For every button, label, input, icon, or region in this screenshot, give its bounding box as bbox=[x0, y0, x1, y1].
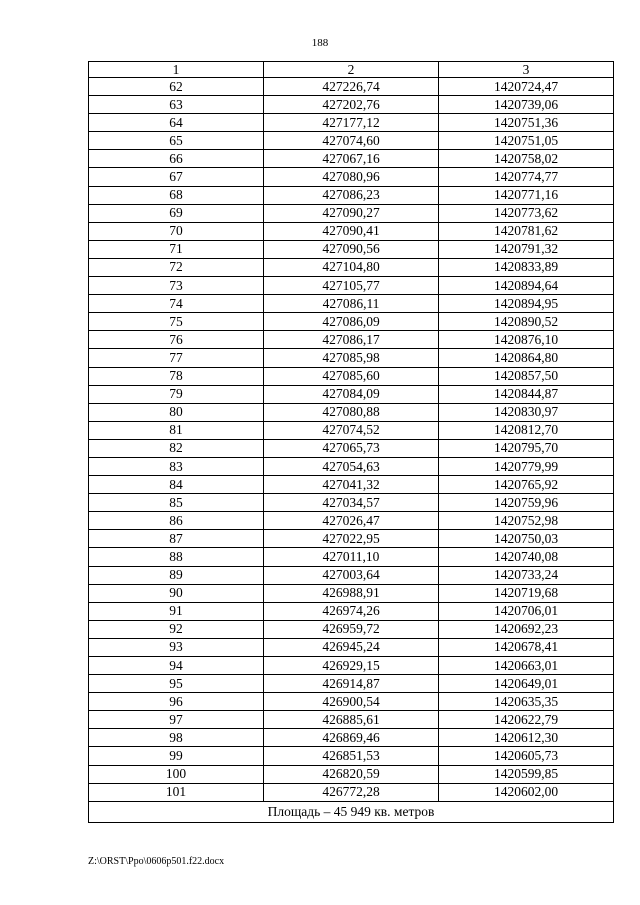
x-coordinate-cell: 427022,95 bbox=[264, 530, 439, 548]
x-coordinate-cell: 427041,32 bbox=[264, 476, 439, 494]
table-row bbox=[89, 476, 614, 494]
table-row bbox=[89, 729, 614, 747]
point-number-cell: 90 bbox=[89, 584, 264, 602]
y-coordinate-cell: 1420752,98 bbox=[439, 512, 614, 530]
point-number-cell: 84 bbox=[89, 476, 264, 494]
x-coordinate-cell: 427105,77 bbox=[264, 277, 439, 295]
table-row bbox=[89, 747, 614, 765]
y-coordinate-cell: 1420599,85 bbox=[439, 765, 614, 783]
point-number-cell: 83 bbox=[89, 457, 264, 475]
x-coordinate-cell: 427080,96 bbox=[264, 168, 439, 186]
point-number-cell: 94 bbox=[89, 657, 264, 675]
point-number-cell: 68 bbox=[89, 186, 264, 204]
x-coordinate-cell: 427177,12 bbox=[264, 114, 439, 132]
y-coordinate-cell: 1420857,50 bbox=[439, 367, 614, 385]
point-number-cell: 82 bbox=[89, 439, 264, 457]
x-coordinate-cell: 427084,09 bbox=[264, 385, 439, 403]
x-coordinate-cell: 427086,17 bbox=[264, 331, 439, 349]
column-header-1: 1 bbox=[89, 62, 264, 78]
table-row bbox=[89, 765, 614, 783]
table-row bbox=[89, 240, 614, 258]
table-row bbox=[89, 602, 614, 620]
y-coordinate-cell: 1420765,92 bbox=[439, 476, 614, 494]
table-row bbox=[89, 204, 614, 222]
table-row bbox=[89, 367, 614, 385]
coordinates-table bbox=[88, 61, 614, 823]
x-coordinate-cell: 427086,09 bbox=[264, 313, 439, 331]
x-coordinate-cell: 426929,15 bbox=[264, 657, 439, 675]
y-coordinate-cell: 1420791,32 bbox=[439, 240, 614, 258]
y-coordinate-cell: 1420844,87 bbox=[439, 385, 614, 403]
y-coordinate-cell: 1420635,35 bbox=[439, 693, 614, 711]
y-coordinate-cell: 1420779,99 bbox=[439, 457, 614, 475]
x-coordinate-cell: 427054,63 bbox=[264, 457, 439, 475]
table-row bbox=[89, 494, 614, 512]
table-row bbox=[89, 78, 614, 96]
y-coordinate-cell: 1420724,47 bbox=[439, 78, 614, 96]
table-row bbox=[89, 385, 614, 403]
table-row bbox=[89, 530, 614, 548]
y-coordinate-cell: 1420706,01 bbox=[439, 602, 614, 620]
point-number-cell: 85 bbox=[89, 494, 264, 512]
y-coordinate-cell: 1420864,80 bbox=[439, 349, 614, 367]
point-number-cell: 74 bbox=[89, 295, 264, 313]
x-coordinate-cell: 426900,54 bbox=[264, 693, 439, 711]
y-coordinate-cell: 1420795,70 bbox=[439, 439, 614, 457]
table-row bbox=[89, 457, 614, 475]
x-coordinate-cell: 427034,57 bbox=[264, 494, 439, 512]
x-coordinate-cell: 426772,28 bbox=[264, 783, 439, 801]
page-number: 188 bbox=[311, 37, 329, 49]
point-number-cell: 80 bbox=[89, 403, 264, 421]
y-coordinate-cell: 1420692,23 bbox=[439, 620, 614, 638]
y-coordinate-cell: 1420833,89 bbox=[439, 258, 614, 276]
point-number-cell: 76 bbox=[89, 331, 264, 349]
y-coordinate-cell: 1420830,97 bbox=[439, 403, 614, 421]
footer-file-path: Z:\ORST\Ppo\0606p501.f22.docx bbox=[88, 856, 225, 867]
x-coordinate-cell: 426988,91 bbox=[264, 584, 439, 602]
y-coordinate-cell: 1420750,03 bbox=[439, 530, 614, 548]
area-row bbox=[89, 801, 614, 822]
x-coordinate-cell: 427003,64 bbox=[264, 566, 439, 584]
table-row bbox=[89, 168, 614, 186]
point-number-cell: 100 bbox=[89, 765, 264, 783]
x-coordinate-cell: 427090,27 bbox=[264, 204, 439, 222]
y-coordinate-cell: 1420740,08 bbox=[439, 548, 614, 566]
point-number-cell: 97 bbox=[89, 711, 264, 729]
area-cell: Площадь – 45 949 кв. метров bbox=[89, 801, 614, 822]
table-body bbox=[89, 78, 614, 802]
x-coordinate-cell: 426869,46 bbox=[264, 729, 439, 747]
table-row bbox=[89, 783, 614, 801]
x-coordinate-cell: 427090,41 bbox=[264, 222, 439, 240]
table-header-row bbox=[89, 62, 614, 78]
x-coordinate-cell: 427202,76 bbox=[264, 96, 439, 114]
y-coordinate-cell: 1420773,62 bbox=[439, 204, 614, 222]
y-coordinate-cell: 1420733,24 bbox=[439, 566, 614, 584]
x-coordinate-cell: 427074,52 bbox=[264, 421, 439, 439]
y-coordinate-cell: 1420602,00 bbox=[439, 783, 614, 801]
table-row bbox=[89, 675, 614, 693]
x-coordinate-cell: 427067,16 bbox=[264, 150, 439, 168]
point-number-cell: 66 bbox=[89, 150, 264, 168]
point-number-cell: 93 bbox=[89, 638, 264, 656]
y-coordinate-cell: 1420894,64 bbox=[439, 277, 614, 295]
x-coordinate-cell: 427086,23 bbox=[264, 186, 439, 204]
point-number-cell: 70 bbox=[89, 222, 264, 240]
x-coordinate-cell: 426914,87 bbox=[264, 675, 439, 693]
point-number-cell: 95 bbox=[89, 675, 264, 693]
point-number-cell: 79 bbox=[89, 385, 264, 403]
table-row bbox=[89, 313, 614, 331]
point-number-cell: 99 bbox=[89, 747, 264, 765]
point-number-cell: 101 bbox=[89, 783, 264, 801]
table-row bbox=[89, 258, 614, 276]
x-coordinate-cell: 426885,61 bbox=[264, 711, 439, 729]
table-row bbox=[89, 638, 614, 656]
point-number-cell: 98 bbox=[89, 729, 264, 747]
y-coordinate-cell: 1420649,01 bbox=[439, 675, 614, 693]
y-coordinate-cell: 1420612,30 bbox=[439, 729, 614, 747]
table-row bbox=[89, 584, 614, 602]
point-number-cell: 69 bbox=[89, 204, 264, 222]
column-header-2: 2 bbox=[264, 62, 439, 78]
y-coordinate-cell: 1420663,01 bbox=[439, 657, 614, 675]
point-number-cell: 91 bbox=[89, 602, 264, 620]
point-number-cell: 81 bbox=[89, 421, 264, 439]
point-number-cell: 63 bbox=[89, 96, 264, 114]
table-row bbox=[89, 96, 614, 114]
x-coordinate-cell: 427065,73 bbox=[264, 439, 439, 457]
x-coordinate-cell: 427074,60 bbox=[264, 132, 439, 150]
point-number-cell: 73 bbox=[89, 277, 264, 295]
x-coordinate-cell: 427011,10 bbox=[264, 548, 439, 566]
table-row bbox=[89, 150, 614, 168]
point-number-cell: 88 bbox=[89, 548, 264, 566]
y-coordinate-cell: 1420876,10 bbox=[439, 331, 614, 349]
point-number-cell: 65 bbox=[89, 132, 264, 150]
y-coordinate-cell: 1420751,05 bbox=[439, 132, 614, 150]
table-row bbox=[89, 132, 614, 150]
point-number-cell: 67 bbox=[89, 168, 264, 186]
x-coordinate-cell: 427086,11 bbox=[264, 295, 439, 313]
table-row bbox=[89, 693, 614, 711]
y-coordinate-cell: 1420739,06 bbox=[439, 96, 614, 114]
point-number-cell: 89 bbox=[89, 566, 264, 584]
x-coordinate-cell: 427226,74 bbox=[264, 78, 439, 96]
table-row bbox=[89, 711, 614, 729]
x-coordinate-cell: 426820,59 bbox=[264, 765, 439, 783]
point-number-cell: 64 bbox=[89, 114, 264, 132]
table-row bbox=[89, 421, 614, 439]
point-number-cell: 62 bbox=[89, 78, 264, 96]
table-row bbox=[89, 222, 614, 240]
y-coordinate-cell: 1420781,62 bbox=[439, 222, 614, 240]
table-row bbox=[89, 566, 614, 584]
point-number-cell: 96 bbox=[89, 693, 264, 711]
point-number-cell: 77 bbox=[89, 349, 264, 367]
table-row bbox=[89, 548, 614, 566]
x-coordinate-cell: 426959,72 bbox=[264, 620, 439, 638]
table-row bbox=[89, 114, 614, 132]
x-coordinate-cell: 426945,24 bbox=[264, 638, 439, 656]
point-number-cell: 71 bbox=[89, 240, 264, 258]
table-row bbox=[89, 349, 614, 367]
y-coordinate-cell: 1420605,73 bbox=[439, 747, 614, 765]
table-row bbox=[89, 620, 614, 638]
point-number-cell: 87 bbox=[89, 530, 264, 548]
x-coordinate-cell: 427085,60 bbox=[264, 367, 439, 385]
x-coordinate-cell: 426851,53 bbox=[264, 747, 439, 765]
table-row bbox=[89, 331, 614, 349]
y-coordinate-cell: 1420759,96 bbox=[439, 494, 614, 512]
y-coordinate-cell: 1420771,16 bbox=[439, 186, 614, 204]
table-row bbox=[89, 186, 614, 204]
point-number-cell: 78 bbox=[89, 367, 264, 385]
point-number-cell: 92 bbox=[89, 620, 264, 638]
x-coordinate-cell: 426974,26 bbox=[264, 602, 439, 620]
x-coordinate-cell: 427090,56 bbox=[264, 240, 439, 258]
point-number-cell: 75 bbox=[89, 313, 264, 331]
y-coordinate-cell: 1420758,02 bbox=[439, 150, 614, 168]
table-row bbox=[89, 439, 614, 457]
x-coordinate-cell: 427085,98 bbox=[264, 349, 439, 367]
y-coordinate-cell: 1420678,41 bbox=[439, 638, 614, 656]
y-coordinate-cell: 1420622,79 bbox=[439, 711, 614, 729]
point-number-cell: 86 bbox=[89, 512, 264, 530]
y-coordinate-cell: 1420774,77 bbox=[439, 168, 614, 186]
y-coordinate-cell: 1420890,52 bbox=[439, 313, 614, 331]
table-row bbox=[89, 277, 614, 295]
table-row bbox=[89, 403, 614, 421]
point-number-cell: 72 bbox=[89, 258, 264, 276]
x-coordinate-cell: 427026,47 bbox=[264, 512, 439, 530]
column-header-3: 3 bbox=[439, 62, 614, 78]
table-row bbox=[89, 657, 614, 675]
x-coordinate-cell: 427080,88 bbox=[264, 403, 439, 421]
y-coordinate-cell: 1420751,36 bbox=[439, 114, 614, 132]
table-row bbox=[89, 512, 614, 530]
y-coordinate-cell: 1420719,68 bbox=[439, 584, 614, 602]
y-coordinate-cell: 1420894,95 bbox=[439, 295, 614, 313]
x-coordinate-cell: 427104,80 bbox=[264, 258, 439, 276]
y-coordinate-cell: 1420812,70 bbox=[439, 421, 614, 439]
table-row bbox=[89, 295, 614, 313]
